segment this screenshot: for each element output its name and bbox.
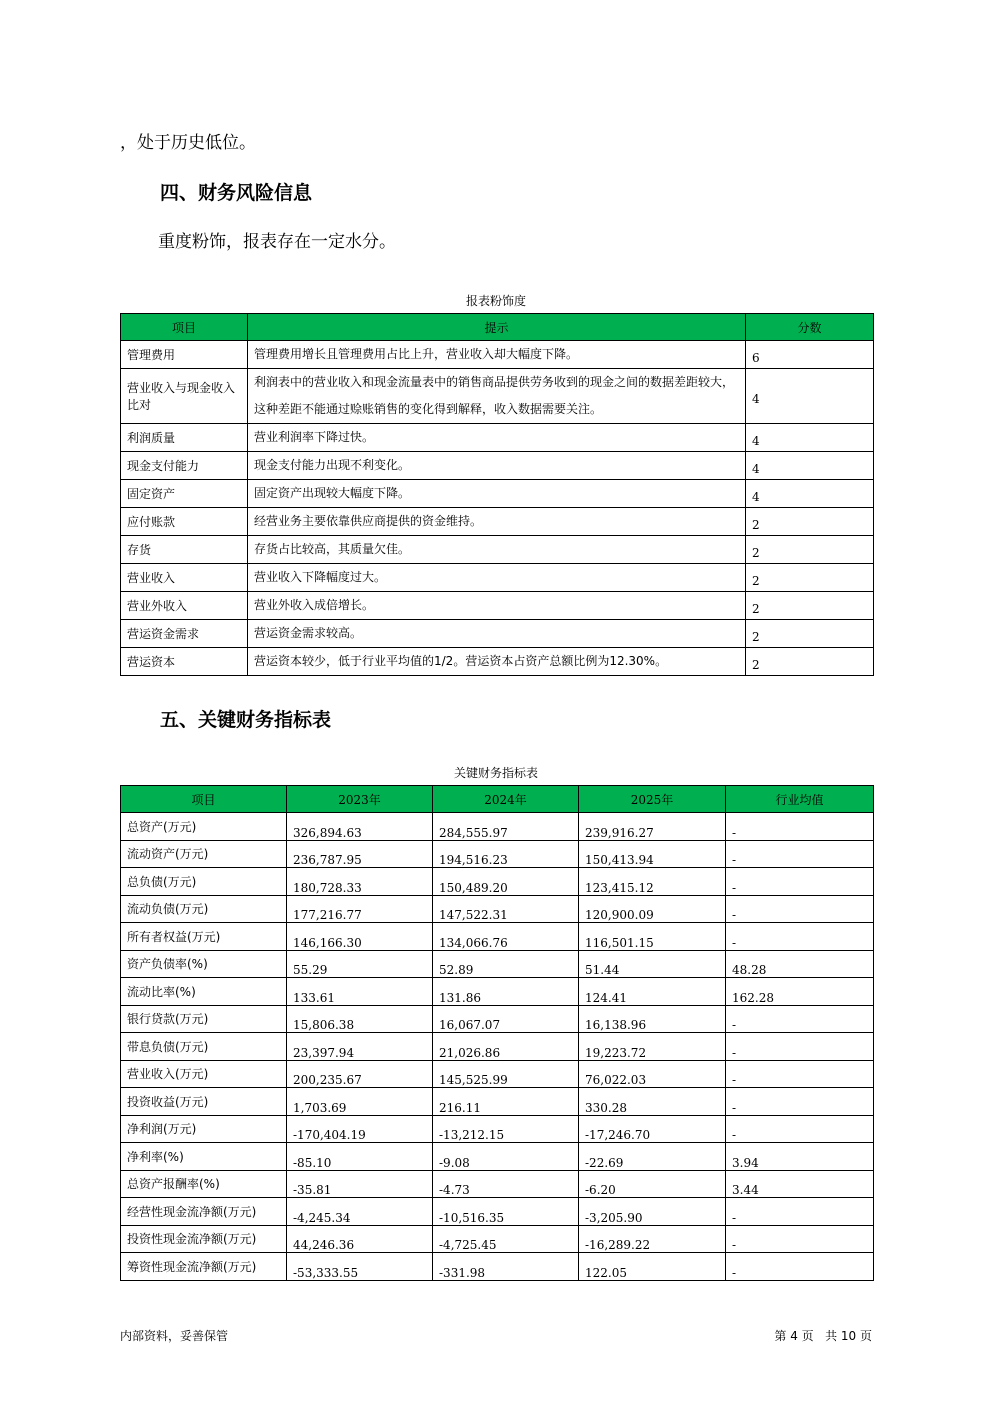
risk-item: 现金支付能力 [121, 452, 248, 480]
indicator-table-caption: 关键财务指标表 [453, 766, 538, 780]
indicator-item: 投资收益(万元) [121, 1088, 287, 1116]
indicator-row [121, 1170, 874, 1198]
industry-average: - [726, 1088, 874, 1116]
indicator-row [121, 978, 874, 1006]
risk-score: 2 [746, 564, 874, 592]
risk-item: 管理费用 [121, 341, 248, 369]
indicator-item: 经营性现金流净额(万元) [121, 1198, 287, 1226]
indicator-table [120, 785, 874, 1281]
risk-score: 4 [746, 369, 874, 424]
risk-hint: 营业收入下降幅度过大。 [248, 564, 746, 592]
risk-item: 应付账款 [121, 508, 248, 536]
value-2024: 145,525.99 [433, 1060, 579, 1088]
risk-score: 2 [746, 592, 874, 620]
value-2023: 55.29 [287, 950, 433, 978]
value-2023: 146,166.30 [287, 923, 433, 951]
indicator-item: 净利率(%) [121, 1143, 287, 1171]
risk-summary: 重度粉饰，报表存在一定水分。 [158, 232, 396, 252]
indicator-item: 银行贷款(万元) [121, 1005, 287, 1033]
indicator-item: 流动负债(万元) [121, 895, 287, 923]
risk-row [121, 508, 874, 536]
value-2024: 216.11 [433, 1088, 579, 1116]
indicator-row [121, 1088, 874, 1116]
value-2025: 122.05 [579, 1253, 726, 1281]
value-2023: 180,728.33 [287, 868, 433, 896]
value-2023: 133.61 [287, 978, 433, 1006]
indicator-item: 带息负债(万元) [121, 1033, 287, 1061]
risk-hint: 管理费用增长且管理费用占比上升，营业收入却大幅度下降。 [248, 341, 746, 369]
indicator-item: 流动资产(万元) [121, 840, 287, 868]
value-2024: -9.08 [433, 1143, 579, 1171]
intro-line: ，处于历史低位。 [120, 133, 256, 153]
value-2024: -4,725.45 [433, 1225, 579, 1253]
section5-heading: 五、关键财务指标表 [160, 709, 332, 731]
risk-row [121, 564, 874, 592]
industry-average: - [726, 1225, 874, 1253]
indicator-item: 筹资性现金流净额(万元) [121, 1253, 287, 1281]
risk-row [121, 480, 874, 508]
indicator-row [121, 840, 874, 868]
value-2023: 177,216.77 [287, 895, 433, 923]
value-2023: 326,894.63 [287, 813, 433, 841]
indicator-row [121, 1033, 874, 1061]
value-2024: 134,066.76 [433, 923, 579, 951]
risk-score: 2 [746, 648, 874, 676]
indicator-row [121, 923, 874, 951]
indicator-item: 总资产(万元) [121, 813, 287, 841]
value-2025: -6.20 [579, 1170, 726, 1198]
risk-header-item: 项目 [121, 314, 248, 341]
risk-item: 利润质量 [121, 424, 248, 452]
risk-row [121, 536, 874, 564]
industry-average: - [726, 1253, 874, 1281]
industry-average: - [726, 1198, 874, 1226]
value-2025: 150,413.94 [579, 840, 726, 868]
value-2025: -16,289.22 [579, 1225, 726, 1253]
value-2025: -17,246.70 [579, 1115, 726, 1143]
industry-average: - [726, 1005, 874, 1033]
industry-average: 3.94 [726, 1143, 874, 1171]
indicator-row [121, 1060, 874, 1088]
risk-row [121, 592, 874, 620]
risk-row [121, 452, 874, 480]
indicator-row [121, 950, 874, 978]
industry-average: - [726, 868, 874, 896]
risk-score: 4 [746, 424, 874, 452]
risk-score: 2 [746, 508, 874, 536]
risk-row [121, 648, 874, 676]
value-2023: 44,246.36 [287, 1225, 433, 1253]
indicator-item: 总资产报酬率(%) [121, 1170, 287, 1198]
value-2024: 284,555.97 [433, 813, 579, 841]
risk-hint: 营业外收入成倍增长。 [248, 592, 746, 620]
value-2023: 23,397.94 [287, 1033, 433, 1061]
indicator-header-2024: 2024年 [433, 786, 579, 813]
value-2024: -13,212.15 [433, 1115, 579, 1143]
risk-row [121, 341, 874, 369]
risk-row [121, 620, 874, 648]
footer-confidential: 内部资料，妥善保管 [120, 1329, 229, 1343]
risk-score: 6 [746, 341, 874, 369]
value-2025: 19,223.72 [579, 1033, 726, 1061]
indicator-item: 净利润(万元) [121, 1115, 287, 1143]
indicator-header-item: 项目 [121, 786, 287, 813]
indicator-header-2023: 2023年 [287, 786, 433, 813]
value-2024: -10,516.35 [433, 1198, 579, 1226]
section4-heading: 四、财务风险信息 [160, 182, 313, 204]
value-2025: -22.69 [579, 1143, 726, 1171]
value-2025: 16,138.96 [579, 1005, 726, 1033]
risk-row [121, 369, 874, 424]
indicator-row [121, 813, 874, 841]
risk-item: 营业收入 [121, 564, 248, 592]
indicator-item: 资产负债率(%) [121, 950, 287, 978]
industry-average: - [726, 1033, 874, 1061]
value-2024: 194,516.23 [433, 840, 579, 868]
indicator-row [121, 895, 874, 923]
indicator-row [121, 1115, 874, 1143]
indicator-row [121, 1225, 874, 1253]
risk-item: 营业收入与现金收入比对 [121, 369, 248, 424]
value-2023: -170,404.19 [287, 1115, 433, 1143]
value-2023: -4,245.34 [287, 1198, 433, 1226]
risk-score: 4 [746, 480, 874, 508]
industry-average: 162.28 [726, 978, 874, 1006]
value-2024: 52.89 [433, 950, 579, 978]
indicator-row [121, 868, 874, 896]
value-2023: 1,703.69 [287, 1088, 433, 1116]
value-2025: 123,415.12 [579, 868, 726, 896]
risk-hint: 营运资金需求较高。 [248, 620, 746, 648]
indicator-item: 营业收入(万元) [121, 1060, 287, 1088]
value-2025: 120,900.09 [579, 895, 726, 923]
industry-average: 48.28 [726, 950, 874, 978]
value-2023: 236,787.95 [287, 840, 433, 868]
value-2023: -35.81 [287, 1170, 433, 1198]
risk-score: 2 [746, 536, 874, 564]
indicator-item: 流动比率(%) [121, 978, 287, 1006]
risk-hint: 存货占比较高，其质量欠佳。 [248, 536, 746, 564]
risk-item: 存货 [121, 536, 248, 564]
value-2024: 131.86 [433, 978, 579, 1006]
risk-item: 营运资金需求 [121, 620, 248, 648]
risk-hint: 营运资本较少，低于行业平均值的1/2。营运资本占资产总额比例为12.30%。 [248, 648, 746, 676]
risk-header-hint: 提示 [248, 314, 746, 341]
risk-hint: 经营业务主要依靠供应商提供的资金维持。 [248, 508, 746, 536]
indicator-header-industry-avg: 行业均值 [726, 786, 874, 813]
industry-average: - [726, 923, 874, 951]
risk-score: 2 [746, 620, 874, 648]
risk-hint: 固定资产出现较大幅度下降。 [248, 480, 746, 508]
value-2025: 51.44 [579, 950, 726, 978]
indicator-header-2025: 2025年 [579, 786, 726, 813]
indicator-row [121, 1198, 874, 1226]
industry-average: - [726, 1115, 874, 1143]
value-2023: 15,806.38 [287, 1005, 433, 1033]
footer-page-number: 第 4 页 共 10 页 [774, 1329, 872, 1343]
industry-average: - [726, 895, 874, 923]
value-2024: -331.98 [433, 1253, 579, 1281]
value-2023: -85.10 [287, 1143, 433, 1171]
risk-item: 营运资本 [121, 648, 248, 676]
risk-item: 营业外收入 [121, 592, 248, 620]
industry-average: - [726, 813, 874, 841]
value-2023: -53,333.55 [287, 1253, 433, 1281]
indicator-row [121, 1253, 874, 1281]
value-2024: -4.73 [433, 1170, 579, 1198]
value-2024: 16,067.07 [433, 1005, 579, 1033]
value-2025: 76,022.03 [579, 1060, 726, 1088]
value-2025: 239,916.27 [579, 813, 726, 841]
value-2025: 116,501.15 [579, 923, 726, 951]
indicator-item: 总负债(万元) [121, 868, 287, 896]
indicator-row [121, 1143, 874, 1171]
value-2023: 200,235.67 [287, 1060, 433, 1088]
industry-average: - [726, 840, 874, 868]
industry-average: - [726, 1060, 874, 1088]
risk-table [120, 313, 874, 676]
risk-hint: 现金支付能力出现不利变化。 [248, 452, 746, 480]
value-2024: 21,026.86 [433, 1033, 579, 1061]
risk-hint: 营业利润率下降过快。 [248, 424, 746, 452]
value-2025: 124.41 [579, 978, 726, 1006]
value-2024: 147,522.31 [433, 895, 579, 923]
indicator-row [121, 1005, 874, 1033]
value-2024: 150,489.20 [433, 868, 579, 896]
risk-hint: 利润表中的营业收入和现金流量表中的销售商品提供劳务收到的现金之间的数据差距较大，这种差距不能通过赊账销售的变化得到解释，收入数据需要关注。 [248, 369, 746, 424]
value-2025: 330.28 [579, 1088, 726, 1116]
risk-table-caption: 报表粉饰度 [465, 294, 526, 308]
value-2025: -3,205.90 [579, 1198, 726, 1226]
indicator-item: 所有者权益(万元) [121, 923, 287, 951]
indicator-item: 投资性现金流净额(万元) [121, 1225, 287, 1253]
risk-row [121, 424, 874, 452]
risk-header-score: 分数 [746, 314, 874, 341]
industry-average: 3.44 [726, 1170, 874, 1198]
risk-item: 固定资产 [121, 480, 248, 508]
risk-score: 4 [746, 452, 874, 480]
